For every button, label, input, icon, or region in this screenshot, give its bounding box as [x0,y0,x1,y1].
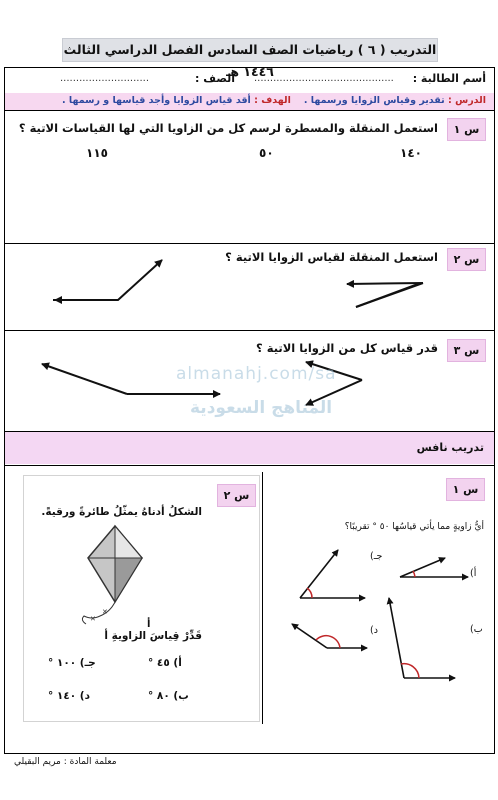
choice-angle-c [300,550,365,598]
choice-angle-b [389,598,455,678]
q2-angle-right [347,283,423,307]
panel-divider [262,472,263,724]
choice-angle-d [292,624,367,648]
goal-label: الهدف : [254,95,291,106]
q2-tag: س ٢ [447,248,486,271]
right-q-prompt: أيُّ زاويةٍ مما يأتي قياسُها ٥٠ ° تقريبًا؟ [344,522,484,532]
choice-label-b[interactable]: ب) [470,624,483,635]
class-label: الصف : [195,72,236,85]
watermark-site: المناهج السعودية [190,398,333,418]
choice-angles [270,530,490,710]
q2-angle-left [53,260,162,300]
choice-label-c[interactable]: جـ) [370,551,383,562]
choice-angle-a [400,558,468,577]
goal-text: أقد قياس الزوايا وأجد قياسها و رسمها . [62,95,251,106]
kite-angle-label: أ [147,619,151,630]
watermark-url: almanahj.com/sa [176,364,337,384]
option-b[interactable]: ب) ٨٠ ° [148,690,189,702]
left-q-prompt: الشكلُ أدناهُ يمثّلُ طائرةً ورقيةً. [41,506,202,518]
q1-value-50: ٥٠ [259,146,274,160]
q1-value-140: ١٤٠ [400,146,422,160]
q1-tag: س ١ [447,118,486,141]
option-c[interactable]: جـ) ١٠٠ ° [48,657,96,669]
class-field[interactable]: ............................ [60,73,150,84]
right-q-tag: س ١ [446,478,485,501]
q3-text: قدر قياس كل من الزوايا الاتية ؟ [256,341,438,355]
left-q-estimate-prompt: قَدِّرْ قِياسَ الزاويةِ أ [104,630,202,642]
compete-label: تدريب نافس [416,441,484,454]
q2-text: استعمل المنقلة لقياس الزوايا الاتية ؟ [225,250,438,264]
lesson-text: تقدير وقياس الزوايا ورسمها . [303,95,445,106]
student-name-label: أسم الطالبة : [412,72,486,85]
svg-text:✕: ✕ [102,608,108,616]
option-a[interactable]: أ) ٤٥ ° [148,657,182,669]
choice-label-d[interactable]: د) [370,625,378,636]
q3-tag: س ٣ [447,339,486,362]
q1-value-115: ١١٥ [86,146,108,160]
kite-figure [60,520,180,630]
student-name-field[interactable]: ............................................ [254,73,394,84]
q1-text: استعمل المنقلة والمسطرة لرسم كل من الزاويا التي لها القياسات الاتية ؟ [18,121,438,135]
page-title: التدريب ( ٦ ) رياضيات الصف السادس الفصل الدراسي الثالث ١٤٤٦ هـ [62,38,438,62]
lesson-label: الدرس : [448,95,486,106]
svg-text:✕: ✕ [90,615,96,623]
left-q-tag: س ٢ [217,484,256,507]
footer-teacher: معلمة المادة : مريم البقيلي [14,757,117,767]
choice-label-a[interactable]: أ) [470,568,477,579]
option-d[interactable]: د) ١٤٠ ° [48,690,90,702]
